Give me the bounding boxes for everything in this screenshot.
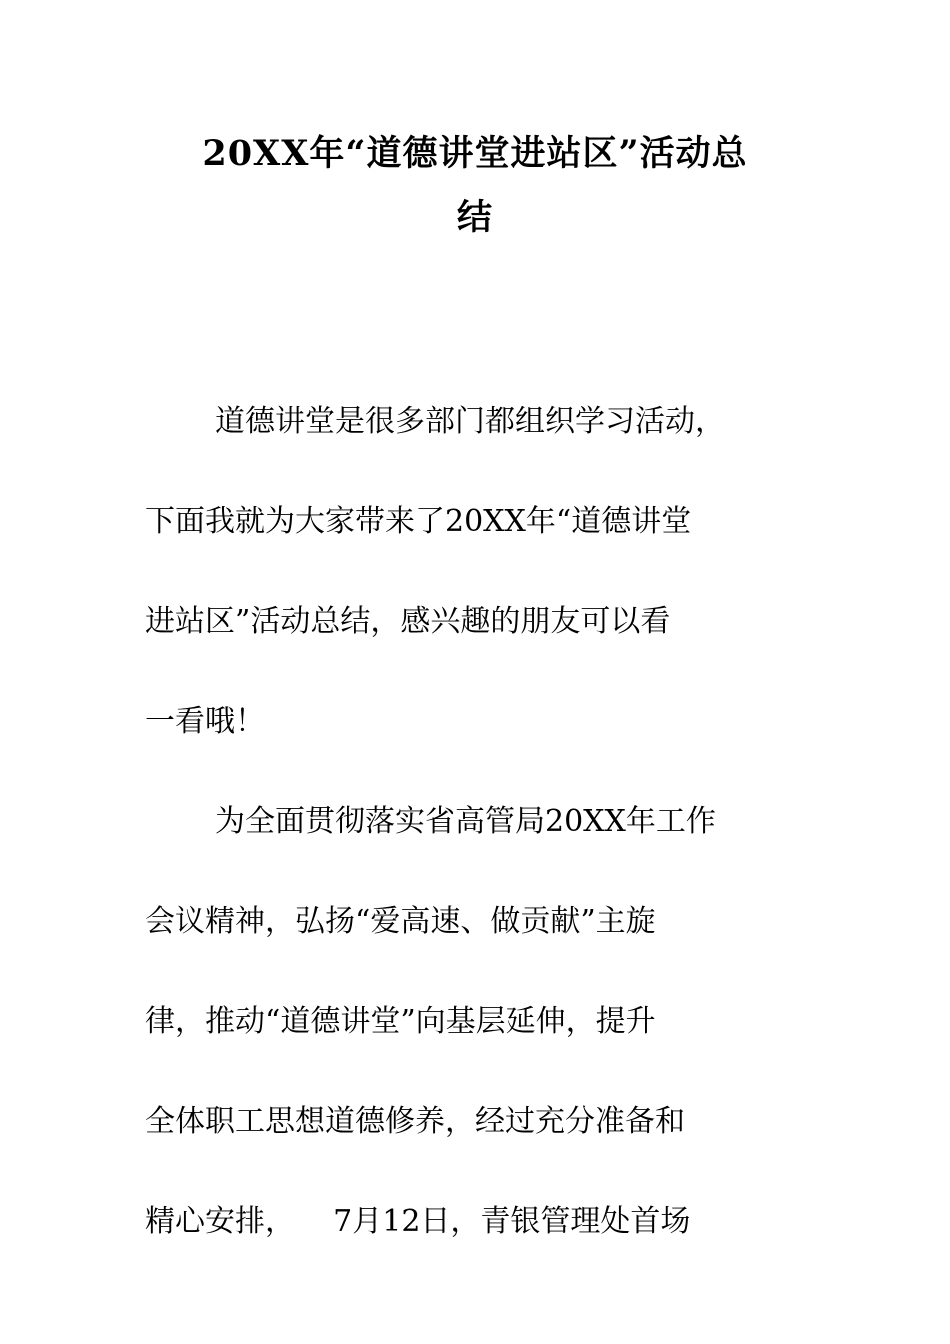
paragraph-2-line-5: 精心安排， 7月12日，青银管理处首场: [145, 1204, 691, 1239]
paragraph-1-line-3: 进站区”活动总结，感兴趣的朋友可以看: [145, 604, 671, 639]
title-line-1: 20XX年“道德讲堂进站区”活动总: [202, 133, 748, 174]
paragraph-1-line-4: 一看哦！: [145, 704, 265, 739]
paragraph-2-line-3: 律，推动“道德讲堂”向基层延伸，提升: [145, 1004, 656, 1039]
title-line-2: 结: [456, 197, 493, 238]
paragraph-2-line-2: 会议精神，弘扬“爱高速、做贡献”主旋: [145, 904, 656, 939]
paragraph-1-line-2: 下面我就为大家带来了20XX年“道德讲堂: [145, 504, 692, 539]
paragraph-2-line-1: 为全面贯彻落实省高管局20XX年工作: [215, 804, 716, 839]
paragraph-1-line-1: 道德讲堂是很多部门都组织学习活动，: [215, 404, 725, 439]
document-title: [145, 122, 805, 250]
paragraph-2-line-4: 全体职工思想道德修养，经过充分准备和: [145, 1104, 685, 1139]
document-body: [145, 372, 805, 1272]
